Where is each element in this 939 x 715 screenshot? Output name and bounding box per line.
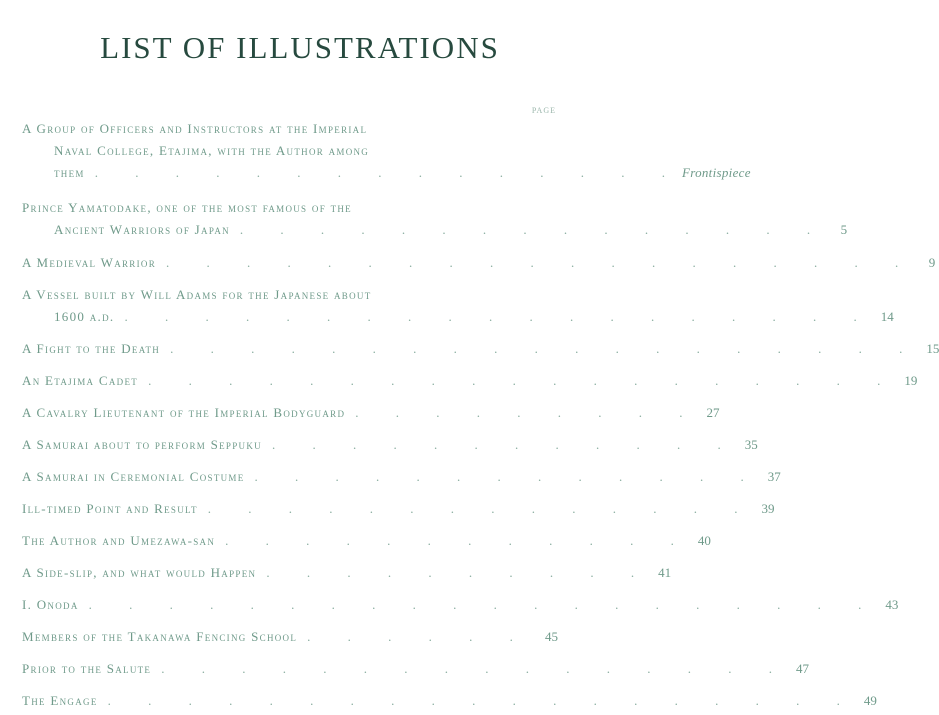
page-title: LIST OF ILLUSTRATIONS [100, 30, 500, 65]
list-item [22, 284, 894, 328]
entry-text: Ancient Warriors of Japan [54, 222, 230, 237]
entry-text: 1600 a.d. [54, 309, 115, 324]
page-number: 15 [926, 341, 939, 356]
entry-text: The Engage [22, 693, 98, 708]
list-item [22, 690, 877, 712]
dot-leader: . . . . . . . . . . . . . . . . [161, 661, 789, 676]
page-number: 49 [863, 693, 877, 708]
dot-leader: . . . . . . . . . . . . . [254, 469, 761, 484]
entry-text: A Fight to the Death [22, 341, 161, 356]
entry-text: Members of the Takanawa Fencing School [22, 629, 298, 644]
dot-leader: . . . . . . . . . . . . . . . . . . . [170, 341, 920, 356]
list-item [22, 466, 781, 488]
page-number: Frontispiece [681, 165, 751, 180]
entry-text: A Vessel built by Will Adams for the Japanese about [22, 287, 372, 302]
entry-text: The Author and Umezawa-san [22, 533, 216, 548]
list-item [22, 197, 848, 241]
entry-text: A Medieval Warrior [22, 255, 156, 270]
entry-text: Naval College, Etajima, with the Author among [54, 143, 370, 158]
entry-text: A Samurai in Ceremonial Costume [22, 469, 245, 484]
page-number: 9 [928, 255, 936, 270]
entry-text: Prior to the Salute [22, 661, 152, 676]
entry-text: An Etajima Cadet [22, 373, 139, 388]
list-item [22, 252, 936, 274]
dot-leader: . . . . . . . . . . . . . . . [94, 165, 682, 180]
dot-leader: . . . . . . [307, 629, 530, 644]
dot-leader: . . . . . . . . . . . . . . [207, 501, 755, 516]
list-item [22, 118, 751, 184]
list-item [22, 626, 558, 648]
entry-text: A Cavalry Lieutenant of the Imperial Bodyguard [22, 405, 346, 420]
list-item [22, 658, 809, 680]
list-item [22, 434, 758, 456]
dot-leader: . . . . . . . . . . . . . . . . . . . [166, 255, 916, 270]
entry-text: A Side-slip, and what would Happen [22, 565, 257, 580]
list-item [22, 498, 775, 520]
page-number: 47 [795, 661, 809, 676]
list-item [22, 338, 939, 360]
list-item [22, 562, 672, 584]
dot-leader: . . . . . . . . . . . . . . . [239, 222, 828, 237]
page-number: 5 [840, 222, 848, 237]
entry-text: Ill-timed Point and Result [22, 501, 198, 516]
page-number: 19 [904, 373, 918, 388]
dot-leader: . . . . . . . . . . . . . . . . . . . [107, 693, 857, 708]
list-item [22, 402, 720, 424]
page-number: 40 [697, 533, 711, 548]
dot-leader: . . . . . . . . . . . . . . . . . . . . [88, 597, 879, 612]
dot-leader: . . . . . . . . . . . . . . . . . . . [124, 309, 874, 324]
page-number: 37 [767, 469, 781, 484]
dot-leader: . . . . . . . . . . [266, 565, 652, 580]
page-number: 14 [880, 309, 894, 324]
page-number: 43 [885, 597, 899, 612]
page-number: 41 [658, 565, 672, 580]
page-number: 35 [744, 437, 758, 452]
page-number: 27 [706, 405, 720, 420]
page-number: 45 [545, 629, 558, 644]
list-item [22, 370, 918, 392]
page-column-label: PAGE [531, 106, 556, 115]
entry-text: them [54, 165, 85, 180]
entry-text: A Group of Officers and Instructors at the Imperial [22, 121, 368, 136]
entry-text: A Samurai about to perform Seppuku [22, 437, 262, 452]
entry-text: Prince Yamatodake, one of the most famous of the [22, 200, 352, 215]
dot-leader: . . . . . . . . . . . . [225, 533, 691, 548]
dot-leader: . . . . . . . . . [355, 405, 700, 420]
list-item [22, 594, 899, 616]
dot-leader: . . . . . . . . . . . . [271, 437, 738, 452]
entry-text: I. Onoda [22, 597, 79, 612]
list-item [22, 530, 711, 552]
dot-leader: . . . . . . . . . . . . . . . . . . . [148, 373, 898, 388]
page-number: 39 [761, 501, 775, 516]
